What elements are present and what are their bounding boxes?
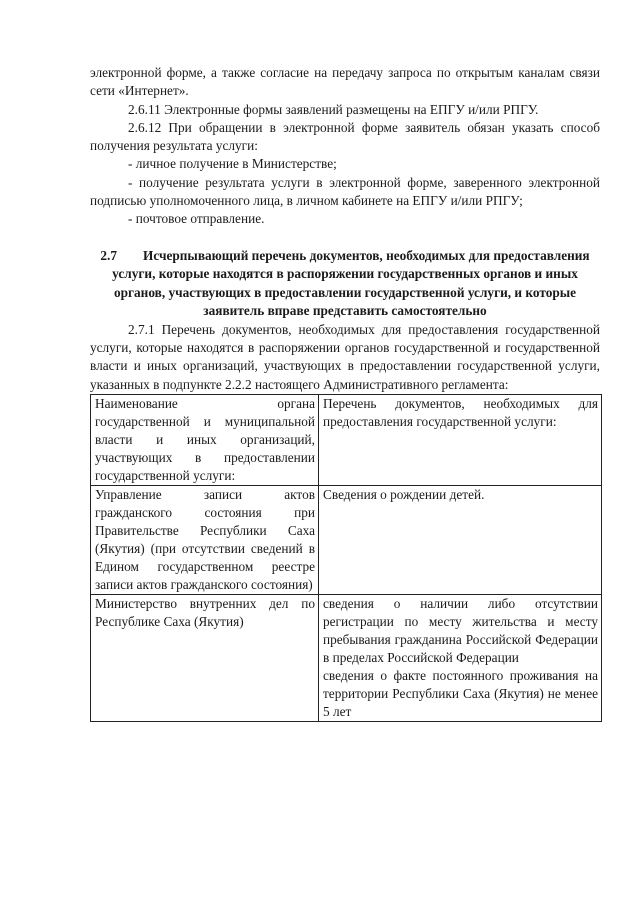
table-header-documents: Перечень документов, необходимых для предоставления государственной услуги: (319, 394, 602, 485)
paragraph-2-7-1: 2.7.1 Перечень документов, необходимых для предоставления государственной услуги, которые находятся в распоряжении органов государственной и государственной власти и иных организаций, участвующих в предоставлении государственной услуги, указанных в подпункте 2.2.2 настоящего Административного регламента: (90, 321, 600, 392)
section-number: 2.7 (100, 247, 117, 263)
intro-continuation: электронной форме, а также согласие на передачу запроса по открытым каналам связи сети «Интернет». (90, 65, 600, 99)
documents-table (90, 394, 602, 722)
option-electronic: - получение результата услуги в электронной форме, заверенного электронной подписью уполномоченного лица, в личном кабинете на ЕПГУ и/или РПГУ; (90, 174, 600, 209)
table-row (91, 594, 602, 721)
table-cell-organ: Управление записи актов гражданского состояния при Правительстве Республики Саха (Якутия) (при отсутствии сведений в Едином государственном реестре записи актов гражданского состояния) (91, 485, 319, 594)
document-item: сведения о наличии либо отсутствии регистрации по месту жительства и месту пребывания гражданина Российской Федерации в пределах Российской Федерации (323, 595, 598, 665)
table-header-organ: Наименование органа государственной и муниципальной власти и иных организаций, участвующих в предоставлении государственной услуги: (91, 394, 319, 485)
document-page (90, 64, 600, 722)
document-item: сведения о факте постоянного проживания на территории Республики Саха (Якутия) не менее 5 лет (323, 667, 598, 719)
paragraph-2-6-12: 2.6.12 При обращении в электронной форме заявитель обязан указать способ получения результата услуги: (90, 119, 600, 154)
option-postal: - почтовое отправление. (128, 211, 265, 227)
option-personal-pickup: - личное получение в Министерстве; (128, 156, 337, 172)
section-heading (90, 247, 600, 321)
paragraph-2-6-11: 2.6.11 Электронные формы заявлений размещены на ЕПГУ и/или РПГУ. (128, 101, 539, 117)
table-row (91, 485, 602, 594)
table-cell-organ: Министерство внутренних дел по Республике Саха (Якутия) (91, 594, 319, 721)
section-title: Исчерпывающий перечень документов, необходимых для предоставления услуги, которые находятся в распоряжении государственных органов и иных органов, участвующих в предоставлении государственной услуги, и которые заявитель вправе представить самостоятельно (112, 247, 590, 319)
document-item: Сведения о рождении детей. (323, 486, 485, 502)
table-header-row (91, 394, 602, 485)
table-cell-documents (319, 594, 602, 721)
table-cell-documents (319, 485, 602, 594)
